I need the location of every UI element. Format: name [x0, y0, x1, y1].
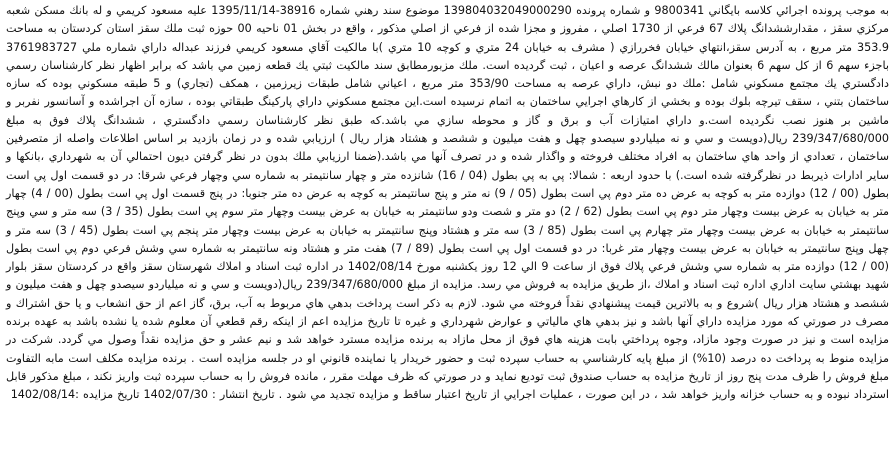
auction-notice-text: به موجب پرونده اجرائي كلاسه بايگاني 9800341 و شماره پرونده 139804032049000290 موضوع سند رهني شماره 38916-1395/11/14 عليه مسعود كريمي و له بانك مسكن شعبه مركزي سقز ، مقدارششدانگ پلاك 67 فرعي از 1730 اصلي ، مفروز و مجزا شده از فرعي از اصلي مذكور ، واقع در بخش 01 ناحيه 00 حوزه ثبت ملك سقز استان كردستان به مساحت 353.9 متر مربع ، به آدرس سقز،انتهاي خيابان فخررازي ( مشرف به خيابان 24 متري و كوچه 10 متري )با مالكيت آقاي مسعود كريمي فرزند عبداله داراي شماره ملي 3761983727 باجزء سهم 6 از كل سهم 6 بعنوان مالك ششدانگ عرصه و اعيان ، ثبت گرديده است. ملك مزبورمطابق سند مالكيت ثبتي يك قطعه زمين مي باشد كه برابر اظهار نظر كارشناسان رسمي دادگستري يك مجتمع مسكوني شامل :ملك دو نبش، داراي عرصه به مساحت 353/90 متر مربع ، اعياني شامل طبقات زيرزمين ، همكف (تجاري) و 5 طبقه مسكوني بوده كه سازه ساختمان بتني ، سقف تيرچه بلوك بوده و بخشي از كارهاي اجرايي ساختمان به اتمام نرسيده است.اين مجتمع مسكوني داراي پاركينگ طبقاتي بوده ، سازه آن اجراشده و آسانسور نفربر و ماشين بر هنوز نصب نگرديده است.و داراي امتيازات آب و برق و گاز و محوطه سازي مي باشد.كه طبق نظر كارشناسان رسمي دادگستري ، ششدانگ پلاك فوق به مبلغ 239/347/680/000 ريال(دويست و سي و نه ميلياردو سيصدو چهل و هفت ميليون و ششصد و هشتاد هزار ريال ) ارزيابي شده و در زمان بازديد بر اساس اطلاعات واصله از متصرفين ساختمان ، تعدادي از واحد هاي ساختمان به افراد مختلف فروخته و واگذار شده و در تصرف آنها مي باشد.(ضمنا ارزيابي ملك بدون در نظر گرفتن ديون احتمالي آن به شهرداري ،بانكها و ساير ادارات ذيربط در نظرگرفته شده است.) با حدود اربعه : شمالا: پي به پي بطول (04 / 16) شانزده متر و چهار سانتيمتر به شماره سي وچهار فرعي شرقا: در دو قسمت اول پي است بطول (00 / 12) دوازده متر به كوچه به عرض ده متر دوم پي است بطول (05 / 9) نه متر و پنج سانتيمتر به كوچه به عرض ده متر جنوبا: در پنج قسمت اول پي است بطول (00 / 4) چهار متر به خيابان به عرض بيست وچهار متر دوم پي است بطول (62 / 2) دو متر و شصت ودو سانتيمتر به خيابان به عرض بيست وچهار متر سوم پي است بطول (35 / 3) سه متر و سي وپنج سانتيمتر به خيابان به عرض بيست وچهار متر چهارم پي است بطول (85 / 3) سه متر و هشتاد وپنج سانتيمتر به خيابان به عرض بيست وچهار متر پنجم پي است بطول (45 / 3) سه متر و چهل وپنج سانتيمتر به خيابان به عرض بيست وچهار متر غربا: در دو قسمت اول پي است بطول (89 / 7) هفت متر و هشتاد ونه سانتيمتر به شماره سي وشش فرعي دوم پي است بطول (00 / 12) دوازده متر به شماره سي وشش فرعي پلاك فوق از ساعت 9 الي 12 روز يكشنبه مورخ 1402/08/14 در اداره ثبت اسناد و املاك شهرستان سقز واقع در كردستان سقز بلوار شهيد بهشتي سايت اداري اداره ثبت اسناد و املاك ،از طريق مزايده به فروش مي رسد. مزايده از مبلغ 239/347/680/000 ريال(دويست و سي و نه ميلياردو سيصدو چهل و هفت ميليون و ششصد و هشتاد هزار ريال )شروع و به بالاترين قيمت پيشنهادي نقداً فروخته مي شود. لازم به ذكر است پرداخت بدهي هاي مربوط به آب، برق، گاز اعم از حق انشعاب و يا حق اشتراك و مصرف در صورتي كه مورد مزايده داراي آنها باشد و نيز بدهي هاي مالياتي و عوارض شهرداري و غيره تا تاريخ مزايده اعم از اينكه رقم قطعي آن معلوم شده يا نشده باشد به عهده برنده مزايده است و نيز در صورت وجود مازاد، وجوه پرداختي بابت هزينه هاي فوق از محل مازاد به برنده مزايده مسترد خواهد شد و نيم عشر و حق مزايده نقداً وصول مي گردد. شركت در مزايده منوط به پرداخت ده درصد (10%) از مبلغ پايه كارشناسي به حساب سپرده ثبت و حضور خريدار يا نماينده قانوني او در جلسه مزايده است . برنده مزايده مكلف است مابه التفاوت مبلغ فروش را ظرف مدت پنج روز از تاريخ مزايده به حساب صندوق ثبت توديع نمايد و در صورتي كه ظرف مهلت مقرر ، مانده فروش را به حساب سپرده ثبت واريز نكند ، مبلغ مذكور قابل استرداد نبوده و به حساب خزانه واريز خواهد شد ، در اين صورت ، عمليات اجرايي از تاريخ اعتبار ساقط و مزايده تجديد مي شود . تاريخ انتشار : 1402/07/30 تاريخ مزايده :1402/08/14	[6, 4, 890, 402]
